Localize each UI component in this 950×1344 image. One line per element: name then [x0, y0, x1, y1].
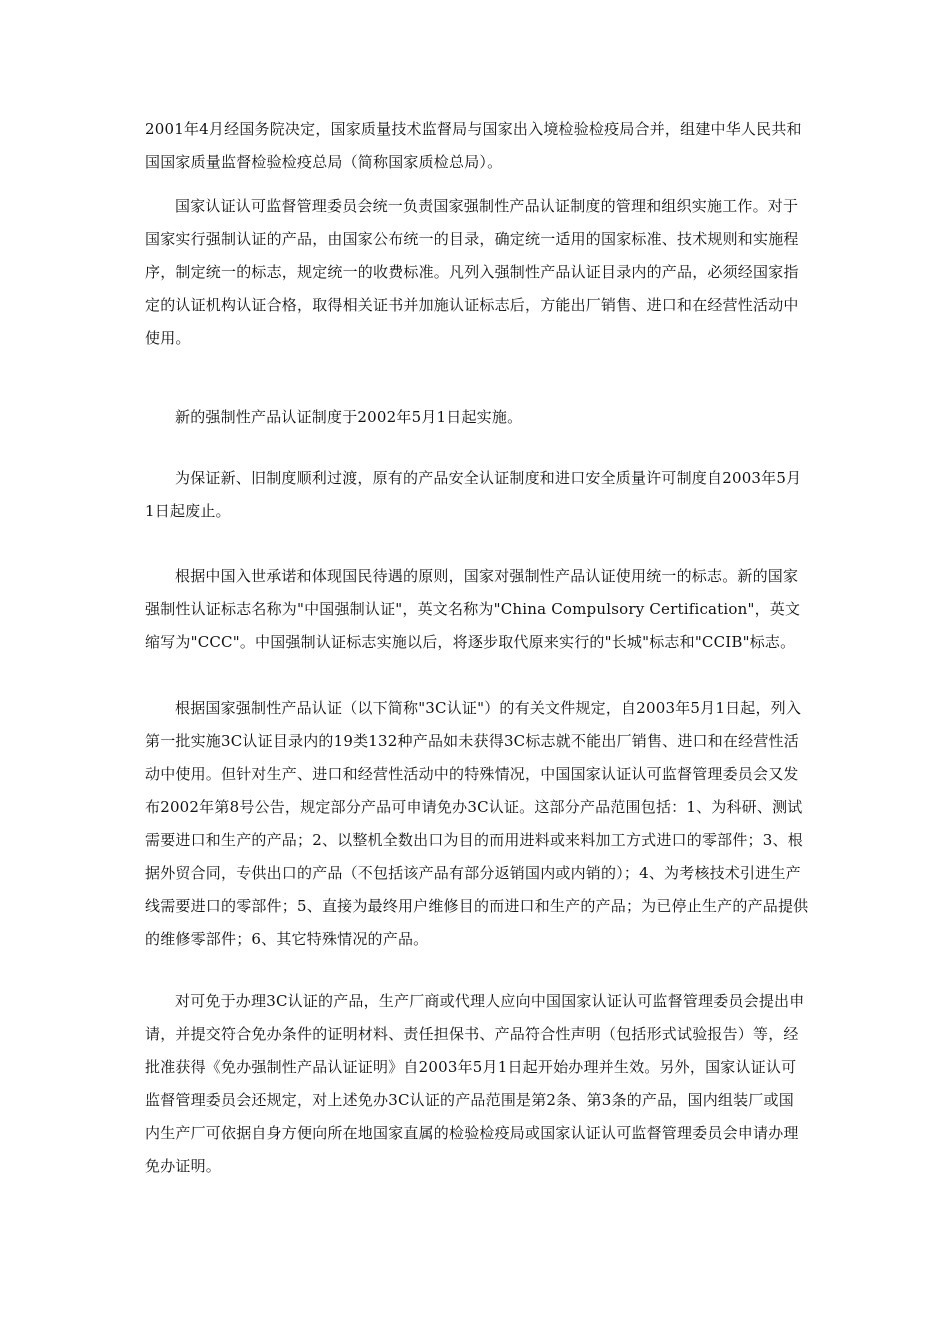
paragraph-exemption-application: 对可免于办理3C认证的产品，生产厂商或代理人应向中国国家认证认可监督管理委员会提出申请，并提交符合免办条件的证明材料、责任担保书、产品符合性声明（包括形式试验报告）等，经批准获得《免办强制性产品认证证明》自2003年5月1日起开始办理并生效。另外，国家认证认可监督管理委员会还规定，对上述免办3C认证的产品范围是第2条、第3条的产品，国内组装厂或国内生产厂可依据自身方便向所在地国家直属的检验检疫局或国家认证认可监督管理委员会申请办理免办证明。 — [145, 992, 805, 1175]
paragraph-implementation-date: 新的强制性产品认证制度于2002年5月1日起实施。 — [175, 408, 523, 426]
paragraph-transition: 为保证新、旧制度顺利过渡，原有的产品安全认证制度和进口安全质量许可制度自2003年5月1日起废止。 — [145, 469, 802, 520]
paragraph-ccc-mark: 根据中国入世承诺和体现国民待遇的原则，国家对强制性产品认证使用统一的标志。新的国家强制性认证标志名称为"中国强制认证"，英文名称为"China Compulsory Certification"，英文缩写为"CCC"。中国强制认证标志实施以后，将逐步取代原来实行的"长城"标志和"CCIB"标志。 — [145, 567, 801, 651]
paragraph-merger-announcement: 2001年4月经国务院决定，国家质量技术监督局与国家出入境检验检疫局合并，组建中华人民共和国国家质量监督检验检疫总局（简称国家质检总局）。 — [145, 120, 802, 171]
paragraph-certification-committee: 国家认证认可监督管理委员会统一负责国家强制性产品认证制度的管理和组织实施工作。对于国家实行强制认证的产品，由国家公布统一的目录，确定统一适用的国家标准、技术规则和实施程序，制定统一的标志，规定统一的收费标准。凡列入强制性产品认证目录内的产品，必须经国家指定的认证机构认证合格，取得相关证书并加施认证标志后，方能出厂销售、进口和在经营性活动中使用。 — [145, 197, 799, 347]
paragraph-3c-exemptions: 根据国家强制性产品认证（以下简称"3C认证"）的有关文件规定，自2003年5月1日起，列入第一批实施3C认证目录内的19类132种产品如未获得3C标志就不能出厂销售、进口和在经营性活动中使用。但针对生产、进口和经营性活动中的特殊情况，中国国家认证认可监督管理委员会又发布2002年第8号公告，规定部分产品可申请免办3C认证。这部分产品范围包括：1、为科研、测试需要进口和生产的产品；2、以整机全数出口为目的而用进料或来料加工方式进口的零部件；3、根据外贸合同，专供出口的产品（不包括该产品有部分返销国内或内销的）；4、为考核技术引进生产线需要进口的零部件；5、直接为最终用户维修目的而进口和生产的产品；为已停止生产的产品提供的维修零部件；6、其它特殊情况的产品。 — [145, 699, 809, 948]
